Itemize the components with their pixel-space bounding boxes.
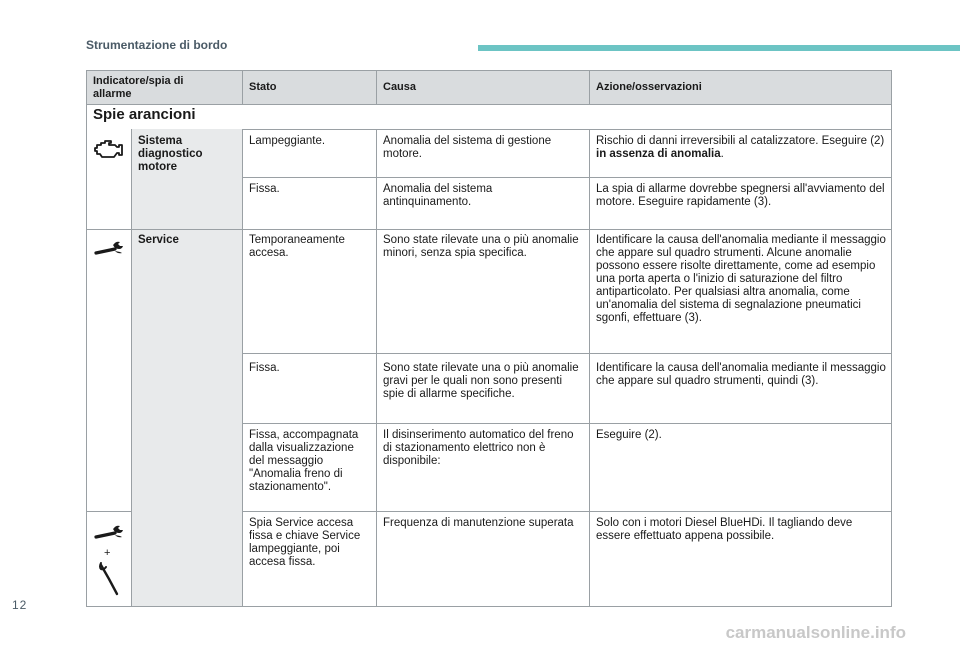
row5-azione: Eseguire (2). [596, 429, 662, 441]
group-name-engine: Sistema diagnostico motore [138, 135, 203, 173]
row2-causa: Anomalia del sistema antinquinamento. [383, 183, 493, 208]
row3-causa: Sono state rilevate una o più anomalie minori, senza spia specifica. [383, 234, 579, 259]
header-indicator: Indicatore/spia di allarme [93, 75, 184, 100]
key-icon [97, 561, 123, 601]
divider [242, 129, 243, 606]
group-divider [87, 229, 891, 230]
row5-stato: Fissa, accompagnata dalla visualizzazione del messaggio "Anomalia freno di stazionamento". [249, 429, 359, 493]
row4-causa: Sono state rilevate una o più anomalie gravi per le quali non sono presenti spie di allarme specifiche. [383, 362, 579, 400]
row5-causa: Il disinserimento automatico del freno di stazionamento elettrico non è disponibile: [383, 429, 574, 467]
divider [589, 129, 590, 606]
row6-azione: Solo con i motori Diesel BlueHDi. Il tagliando deve essere effettuato appena possibile. [596, 517, 853, 542]
divider [376, 71, 377, 104]
row1-stato: Lampeggiante. [249, 135, 326, 147]
divider [376, 129, 377, 606]
row6-stato: Spia Service accesa fissa e chiave Service lampeggiante, poi accesa fissa. [249, 517, 361, 568]
row3-stato: Temporaneamente accesa. [249, 234, 345, 259]
row-divider [242, 511, 891, 512]
group-name-service: Service [138, 234, 179, 246]
header-causa: Causa [383, 81, 417, 93]
divider [131, 129, 132, 606]
section-row [87, 105, 891, 130]
engine-check-icon [93, 139, 125, 165]
service-wrench-icon [93, 525, 125, 547]
row2-stato: Fissa. [249, 183, 280, 195]
name-column [131, 129, 243, 606]
header-stato: Stato [249, 81, 277, 93]
warning-lights-table [86, 70, 892, 607]
row-divider [242, 177, 891, 178]
row-divider [242, 353, 891, 354]
divider [242, 71, 243, 104]
row1-azione-bold: in assenza di anomalia [596, 148, 721, 160]
row6-causa: Frequenza di manutenzione superata [383, 517, 574, 529]
row2-azione: La spia di allarme dovrebbe spegnersi all'avviamento del motore. Eseguire rapidamente (3). [596, 183, 885, 208]
row-divider [87, 511, 131, 512]
table-header [87, 71, 891, 105]
plus-sign: + [104, 547, 111, 559]
page-section-title: Strumentazione di bordo [86, 38, 228, 52]
service-wrench-icon [93, 241, 125, 263]
row1-causa: Anomalia del sistema di gestione motore. [383, 135, 552, 160]
row1-azione-text: Rischio di danni irreversibili al catalizzatore. Eseguire (2) [596, 135, 885, 147]
section-title: Spie arancioni [93, 106, 196, 123]
row3-azione: Identificare la causa dell'anomalia mediante il messaggio che appare sul quadro strumenti. Alcune anomalie possono essere risolte direttamente, come ad esempio una porta aperta o l'inizio di saturazione del filtro antiparticolato. Per qualsiasi altra anomalia, come un'anomalia del sistema di segnalazione pneumatici sgonfi, effettuare (3). [596, 234, 886, 324]
row1-azione-suffix: . [720, 148, 724, 160]
row4-azione: Identificare la causa dell'anomalia mediante il messaggio che appare sul quadro strumenti, quindi (3). [596, 362, 886, 387]
row4-stato: Fissa. [249, 362, 280, 374]
watermark: carmanualsonline.info [725, 623, 906, 642]
header-azione: Azione/osservazioni [596, 81, 702, 93]
divider [589, 71, 590, 104]
header-accent-bar [478, 45, 960, 51]
page-number: 12 [12, 598, 28, 612]
row1-azione [596, 135, 886, 161]
row-divider [242, 423, 891, 424]
